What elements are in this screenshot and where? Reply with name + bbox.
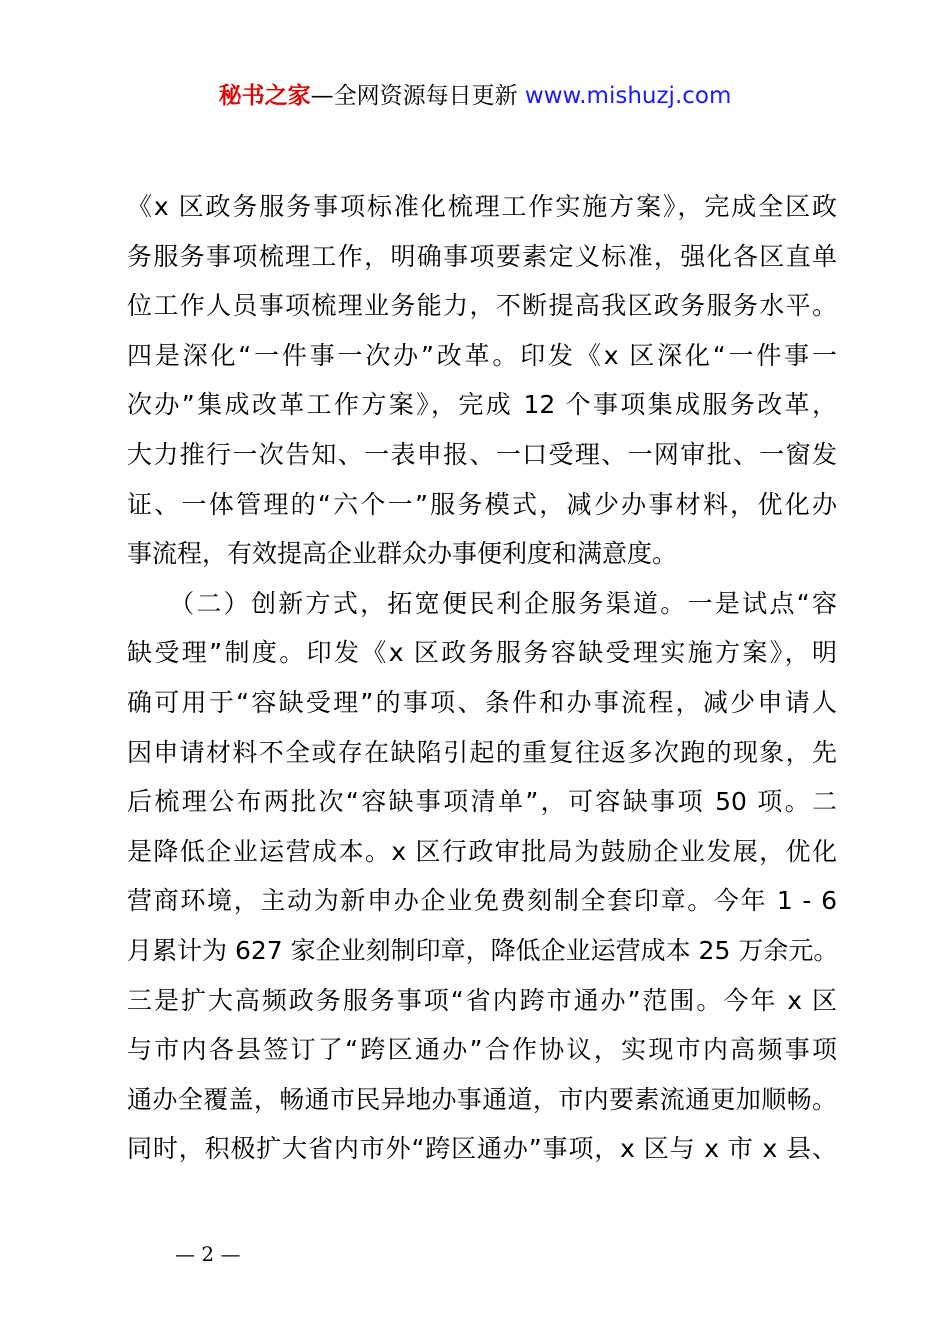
text-line: 是降低企业运营成本。x 区行政审批局为鼓励企业发展，优化 (127, 836, 837, 866)
text-line: 月累计为 627 家企业刻制印章，降低企业运营成本 25 万余元。 (127, 935, 839, 965)
text-line: 缺受理”制度。印发《x 区政务服务容缺受理实施方案》，明 (127, 638, 837, 668)
text-line: 四是深化“一件事一次办”改革。印发《x 区深化“一件事一 (127, 340, 837, 370)
document-body (127, 182, 837, 1174)
text-line: （二）创新方式，拓宽便民利企服务渠道。一是试点“容 (127, 588, 837, 618)
text-line: 同时，积极扩大省内市外“跨区通办”事项，x 区与 x 市 x 县、 (127, 1134, 837, 1164)
site-slogan: —全网资源每日更新 (310, 83, 525, 109)
text-line: 次办”集成改革工作方案》，完成 12 个事项集成服务改革， (127, 390, 837, 420)
text-line: 确可用于“容缺受理”的事项、条件和办事流程，减少申请人 (127, 687, 837, 717)
text-line: 务服务事项梳理工作，明确事项要素定义标准，强化各区直单 (127, 241, 837, 271)
text-line: 大力推行一次告知、一表申报、一口受理、一网审批、一窗发 (127, 439, 837, 469)
text-line: 位工作人员事项梳理业务能力，不断提高我区政务服务水平。 (127, 291, 837, 321)
text-line: 事流程，有效提高企业群众办事便利度和满意度。 (127, 539, 678, 569)
text-line: 三是扩大高频政务服务事项“省内跨市通办”范围。今年 x 区 (127, 985, 837, 1015)
site-header (0, 80, 950, 112)
text-line: 证、一体管理的“六个一”服务模式，减少办事材料，优化办 (127, 489, 837, 519)
text-line: 通办全覆盖，畅通市民异地办事通道，市内要素流通更加顺畅。 (127, 1084, 837, 1114)
site-url-link[interactable]: www.mishuzj.com (524, 83, 732, 109)
text-line: 因申请材料不全或存在缺陷引起的重复往返多次跑的现象，先 (127, 737, 837, 767)
text-line: 营商环境，主动为新申办企业免费刻制全套印章。今年 1 - 6 (127, 886, 837, 916)
page-number: — 2 — (175, 1242, 241, 1266)
text-line: 后梳理公布两批次“容缺事项清单”，可容缺事项 50 项。二 (127, 787, 837, 817)
site-brand: 秘书之家 (218, 83, 311, 109)
text-line: 《x 区政务服务事项标准化梳理工作实施方案》，完成全区政 (127, 192, 837, 221)
text-line: 与市内各县签订了“跨区通办”合作协议，实现市内高频事项 (127, 1035, 837, 1065)
